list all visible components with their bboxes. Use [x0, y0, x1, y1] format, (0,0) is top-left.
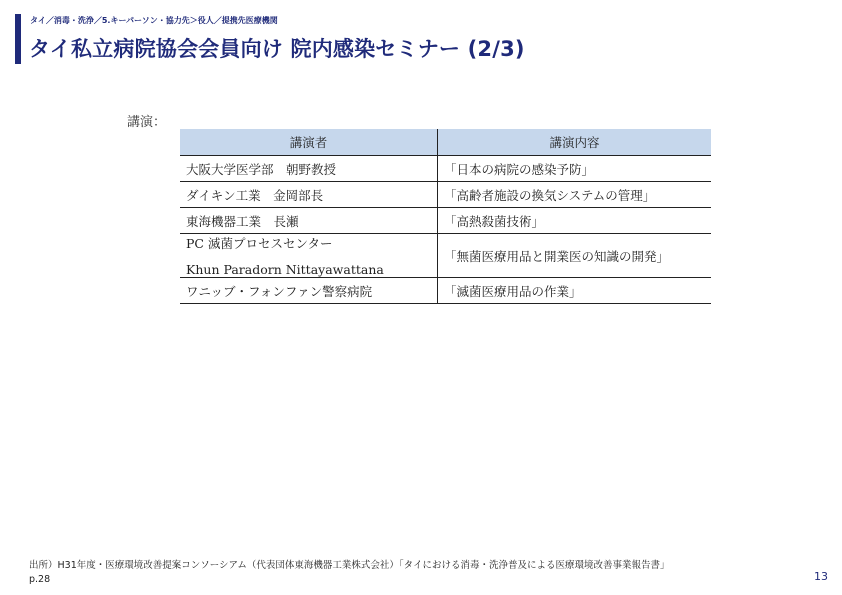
table-row [180, 208, 711, 234]
speaker-line: Khun Paradorn Nittayawattana [186, 262, 384, 277]
table-row [180, 156, 711, 182]
speaker-cell: 大阪大学医学部 朝野教授 [180, 156, 438, 182]
speakers-table [180, 129, 711, 304]
speakers-label: 講演： [127, 115, 167, 130]
topic-cell: 「高熱殺菌技術」 [438, 208, 712, 234]
speaker-cell: ワニッブ・フォンファン警察病院 [180, 278, 438, 304]
topic-cell: 「日本の病院の感染予防」 [438, 156, 712, 182]
source-page-reference: p.28 [29, 574, 51, 585]
speaker-cell: ダイキン工業 金岡部長 [180, 182, 438, 208]
breadcrumb: タイ／消毒・洗浄／5.キーパーソン・協力先＞役人／提携先医療機関 [30, 16, 278, 25]
table-header-row [180, 129, 711, 156]
table-row [180, 234, 711, 278]
table-row [180, 278, 711, 304]
column-header-speaker: 講演者 [180, 129, 438, 156]
title-accent-bar [15, 14, 21, 64]
speaker-line: PC 滅菌プロセスセンター [186, 236, 333, 251]
table-row [180, 182, 711, 208]
speaker-cell: 東海機器工業 長瀬 [180, 208, 438, 234]
column-header-topic: 講演内容 [438, 129, 712, 156]
page-number: 13 [814, 570, 828, 583]
topic-cell: 「滅菌医療用品の作業」 [438, 278, 712, 304]
topic-cell: 「高齢者施設の換気システムの管理」 [438, 182, 712, 208]
page-title: タイ私立病院協会会員向け 院内感染セミナー (2/3) [29, 37, 525, 61]
source-citation: 出所）H31年度・医療環境改善提案コンソーシアム（代表団体東海機器工業株式会社）「タイにおける消毒・洗浄普及による医療環境改善事業報告書」 [29, 560, 670, 571]
topic-cell: 「無菌医療用品と開業医の知識の開発」 [438, 234, 712, 278]
speaker-cell [180, 234, 438, 278]
